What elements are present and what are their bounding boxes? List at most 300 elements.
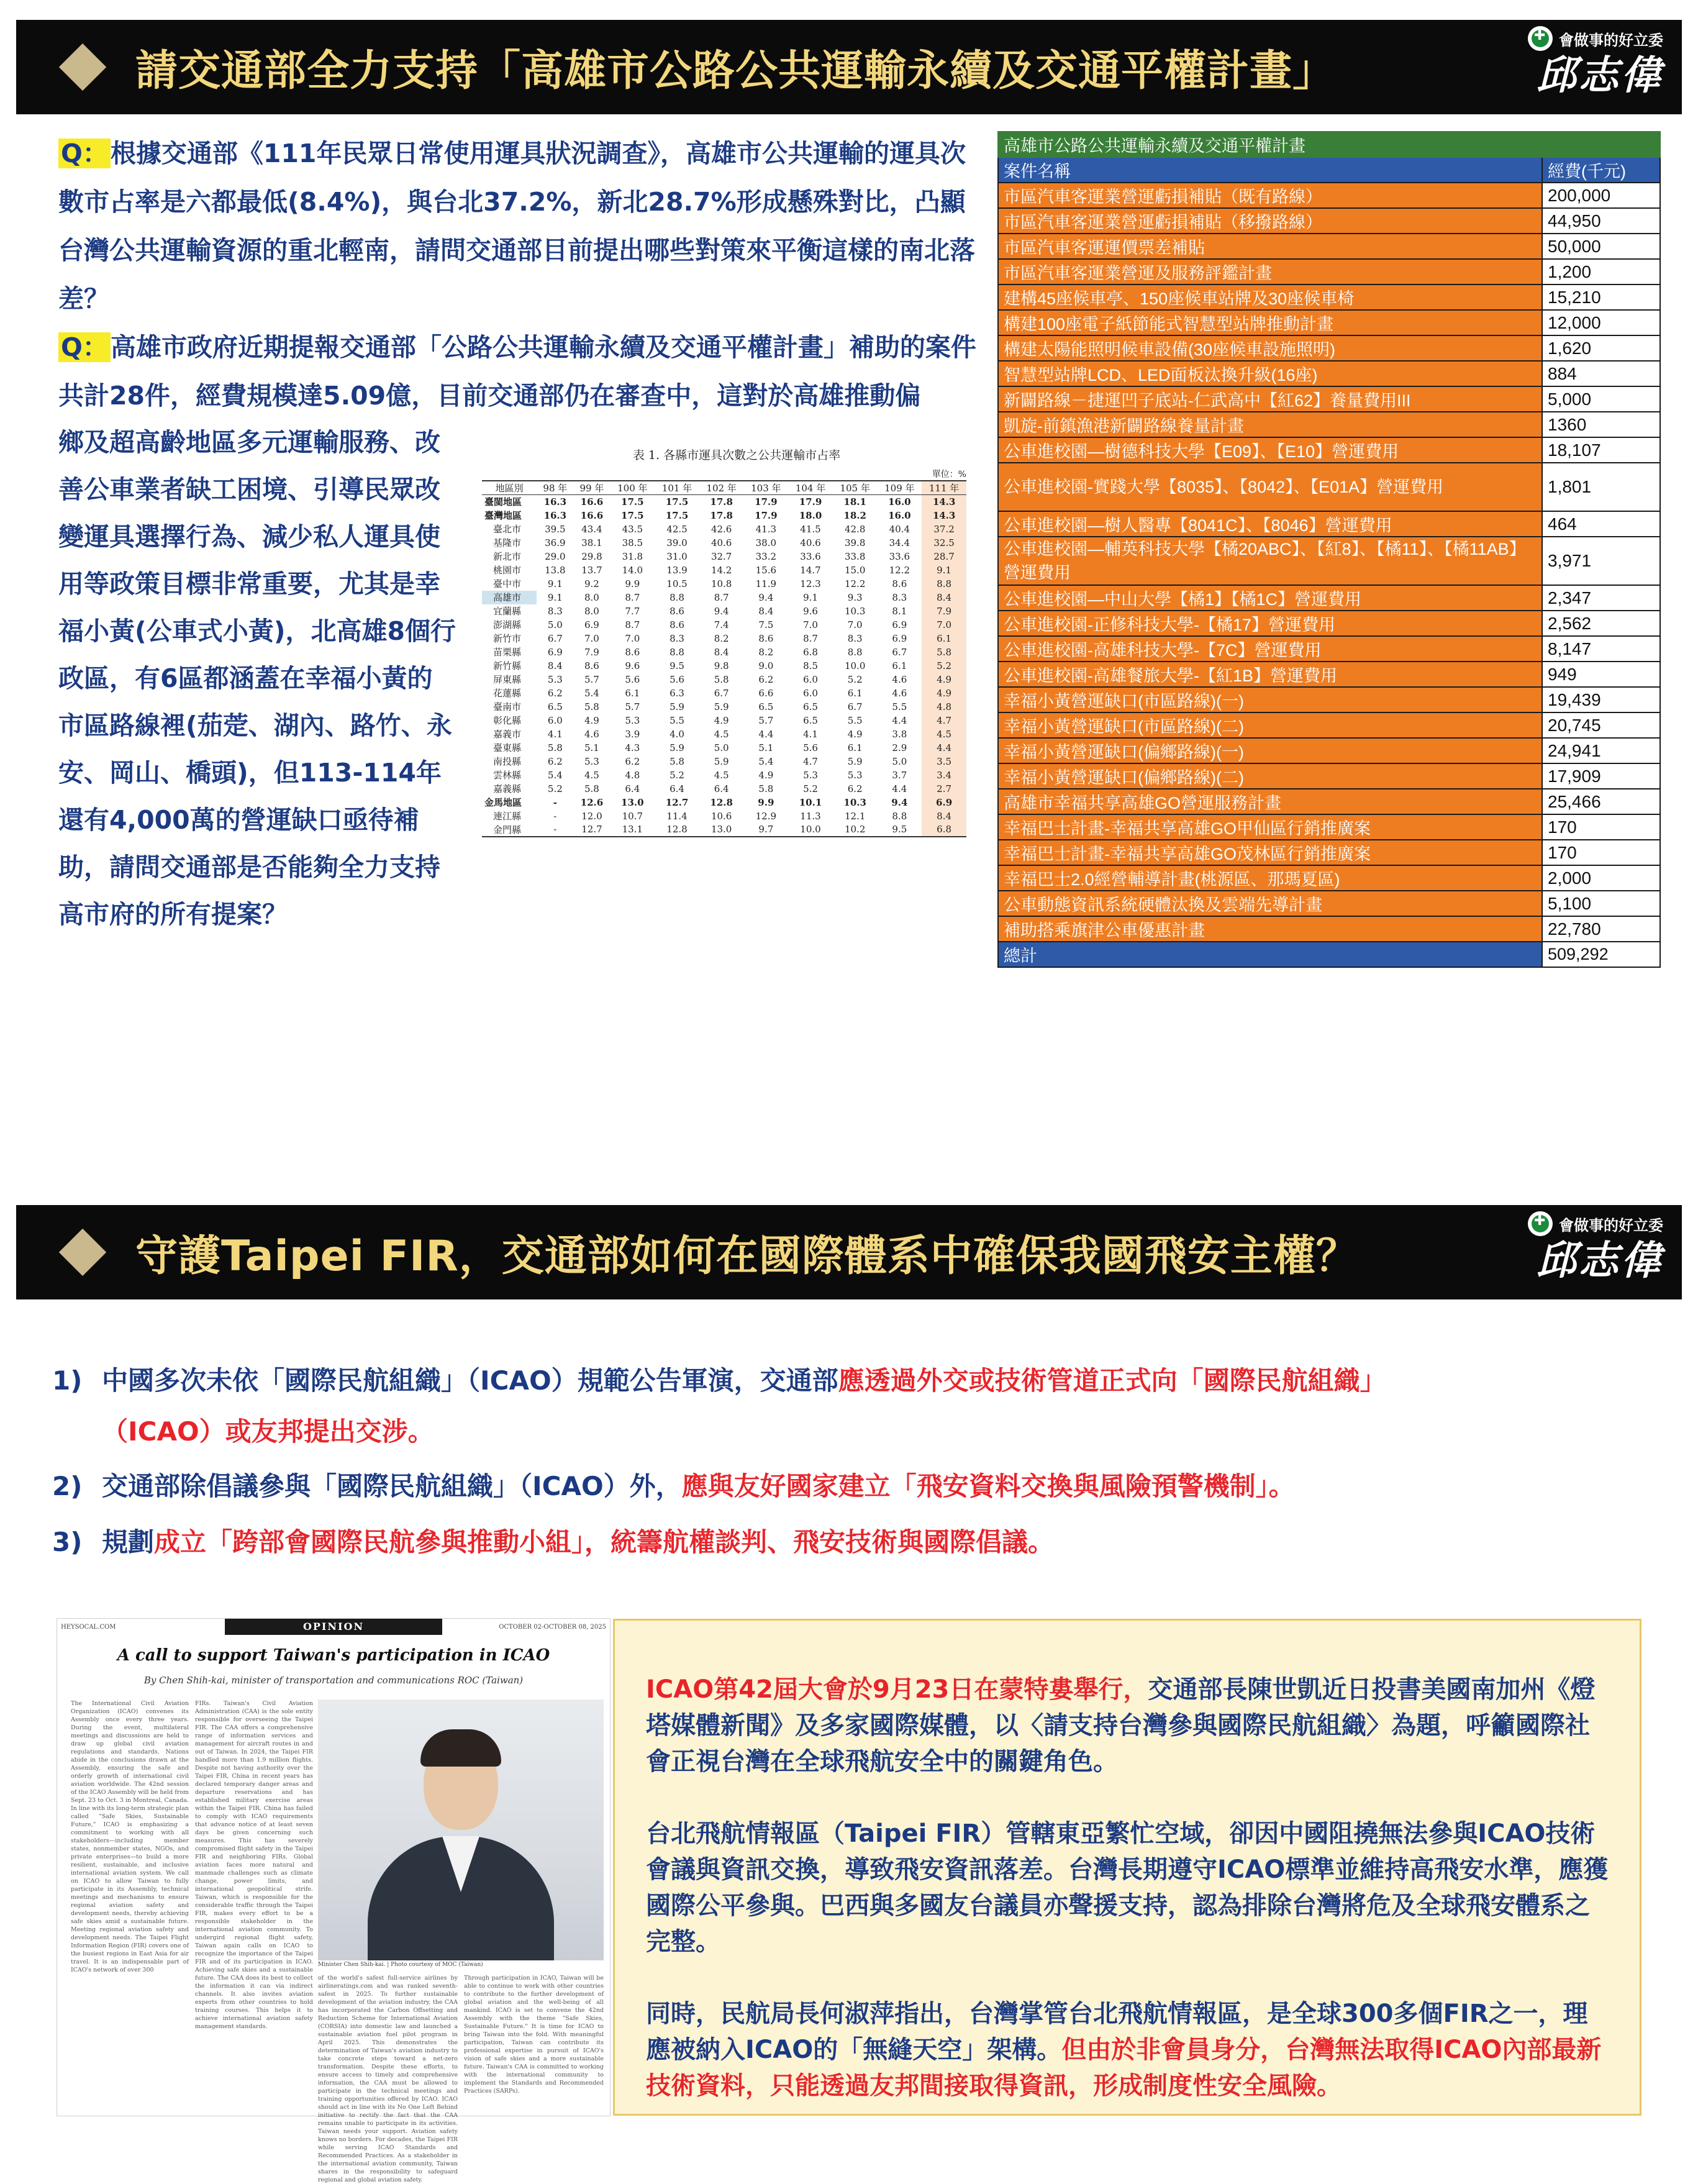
stat-value: 7.0: [803, 619, 818, 630]
stat-value: 5.6: [625, 673, 640, 685]
note-paragraph-2: 台北飛航情報區（Taipei FIR）管轄東亞繁忙空域，卻因中國阻撓無法參與ICAO技術會議與資訊交換，導致飛安資訊落差。台灣長期遵守ICAO標準並維持高飛安水準，應獲國際公平參與。巴西與多國友台議員亦聲援支持，認為排除台灣將危及全球飛安體系之完整。: [646, 1819, 1609, 1956]
stat-header-cell: 102 年: [699, 481, 744, 495]
brand-slogan: 會做事的好立委: [1559, 1216, 1663, 1234]
stat-value: 5.9: [714, 701, 729, 712]
stat-value: 5.9: [670, 701, 684, 712]
budget-row: [998, 687, 1660, 712]
stat-value: 4.7: [922, 714, 966, 727]
stat-value: 6.7: [892, 646, 907, 658]
stat-value: 8.1: [892, 605, 907, 617]
budget-row: [998, 361, 1660, 386]
stat-value: 9.4: [714, 605, 729, 617]
stat-value: 6.0: [803, 687, 818, 699]
stat-value: 11.4: [666, 810, 688, 822]
stat-value: 8.2: [714, 632, 729, 644]
stat-value: 10.5: [666, 578, 688, 589]
budget-item-cost: 2,347: [1542, 585, 1660, 611]
stat-region: 臺北市: [493, 524, 522, 535]
stat-value: 6.1: [892, 660, 907, 671]
stat-value: 39.5: [545, 523, 566, 535]
modal-share-table: [482, 446, 966, 837]
stat-value: 10.2: [833, 823, 878, 837]
stat-value: 5.3: [625, 714, 640, 726]
stat-value: 6.7: [847, 701, 863, 712]
budget-item-name: 補助搭乘旗津公車優惠計畫: [998, 916, 1542, 942]
stat-value: 12.7: [573, 823, 610, 837]
budget-row: [998, 763, 1660, 789]
budget-row: [998, 891, 1660, 916]
stat-row: [482, 659, 966, 673]
stat-value: 31.8: [622, 550, 643, 562]
stat-value: 4.3: [625, 742, 640, 753]
budget-item-cost: 18,107: [1542, 437, 1660, 463]
budget-row: [998, 712, 1660, 738]
newspaper-masthead: [57, 1619, 610, 1635]
budget-row: [998, 412, 1660, 437]
stat-value: -: [553, 796, 557, 808]
budget-item-cost: 1,801: [1542, 463, 1660, 511]
budget-total-label: 總計: [998, 942, 1542, 967]
stat-value: 5.7: [758, 714, 774, 726]
stat-value: 7.9: [922, 604, 966, 618]
stat-value: 6.2: [758, 673, 774, 685]
stat-value: 5.2: [847, 673, 863, 685]
question-1-text: 根據交通部《111年民眾日常使用運具狀況調查》，高雄市公共運輸的運具次數市占率是六都最低(8.4%)，與台北37.2%，新北28.7%形成懸殊對比，凸顯台灣公共運輸資源的重北輕南，請問交通部目前提出哪些對策來平衡這樣的南北落差？: [58, 139, 975, 314]
budget-item-cost: 25,466: [1542, 789, 1660, 814]
budget-title-row: [998, 132, 1660, 157]
note-p3-text: 同時，民航局長何淑萍指出，台灣掌管台北飛航情報區，是全球300多個FIR之一，理應被納入ICAO的「無縫天空」架構。: [646, 2000, 1588, 2064]
stat-row: [482, 632, 966, 645]
budget-item-name: 建構45座候車亭、150座候車站牌及30座候車椅: [998, 284, 1542, 310]
stat-value: 5.8: [758, 783, 774, 794]
budget-item-cost: 12,000: [1542, 310, 1660, 335]
stat-value: 9.1: [547, 578, 563, 589]
stat-value: 31.0: [666, 550, 688, 562]
stat-value: 5.1: [758, 742, 774, 753]
budget-row: [998, 537, 1660, 585]
budget-item-name: 公車進校園—中山大學【橘1】【橘1C】營運費用: [998, 585, 1542, 611]
budget-row: [998, 662, 1660, 687]
stat-value: 8.4: [922, 591, 966, 604]
stat-value: 4.9: [922, 673, 966, 686]
point-number: 1): [52, 1365, 83, 1396]
stat-value: 8.6: [670, 605, 684, 617]
stat-value: 8.6: [758, 632, 774, 644]
news-column-3: of the world's safest full-service airlines by airlineratings.com and was ranked seventh-safest in 2025. To further sustainable development of the aviation industry, the CAA has incorporated the Carbon Offsetting and Reduction Scheme for International Aviation (CORSIA) into domestic law and launched a sustainable aviation fuel pilot program in April 2025. This demonstrates the determination of Taiwan's aviation industry to take concrete steps toward a net-zero transformation. Despite these efforts, to ensure access to timely and comprehensive information, the CAA must be allowed to participate in the technical meetings and training opportunities offered by ICAO. ICAO should act in line with its No One Left Behind initiative to rectify the fact that the CAA remains unable to participate in its activities. Taiwan needs your support. Aviation safety knows no borders. For decades, the Taipei FIR while serving ICAO Standards and Recommended Practices. As a stakeholder in the international aviation community, Taiwan shares in the responsibility to safeguard regional and global aviation safety.: [318, 1975, 458, 2183]
stat-value: 4.9: [714, 714, 729, 726]
budget-item-cost: 20,745: [1542, 712, 1660, 738]
budget-item-name: 幸福小黃營運缺口(市區路線)(一): [998, 687, 1542, 712]
minister-photo: [318, 1699, 604, 1960]
stat-region: 新竹縣: [493, 660, 522, 671]
stat-value: 8.0: [584, 591, 599, 603]
stat-value: 8.4: [714, 646, 729, 658]
stat-row: [482, 618, 966, 632]
stat-region: 澎湖縣: [493, 619, 522, 630]
budget-item-name: 新闢路線－捷運凹子底站-仁武高中【紅62】養量費用III: [998, 386, 1542, 412]
stat-value: 6.4: [670, 783, 684, 794]
stat-value: 6.8: [922, 823, 966, 837]
stat-value: 5.9: [714, 755, 729, 767]
stat-value: 8.4: [922, 809, 966, 823]
stat-value: -: [537, 823, 573, 837]
stat-value: 9.0: [758, 660, 774, 671]
stat-value: 6.9: [584, 619, 599, 630]
budget-table: [997, 131, 1661, 968]
stat-value: 5.8: [670, 755, 684, 767]
budget-item-cost: 1,620: [1542, 335, 1660, 361]
stat-value: 5.4: [584, 687, 599, 699]
stat-value: 8.7: [714, 591, 729, 603]
stat-region: 臺中市: [493, 578, 522, 589]
stat-value: 17.5: [621, 496, 644, 507]
stat-value: 7.4: [714, 619, 729, 630]
budget-item-name: 幸福巴士計畫-幸福共享高雄GO茂林區行銷推廣案: [998, 840, 1542, 865]
stat-region: 宜蘭縣: [493, 606, 522, 617]
stat-value: 9.4: [758, 591, 774, 603]
stat-value: 4.9: [922, 686, 966, 700]
stat-value: 10.6: [711, 810, 732, 822]
budget-item-cost: 464: [1542, 511, 1660, 537]
budget-item-cost: 5,100: [1542, 891, 1660, 916]
stat-value: 17.9: [799, 496, 822, 507]
policy-point-2: [52, 1461, 1667, 1512]
budget-item-cost: 170: [1542, 840, 1660, 865]
stat-value: 10.0: [844, 660, 866, 671]
stat-value: 14.0: [622, 564, 643, 576]
stat-value: 5.5: [892, 701, 907, 712]
stat-value: 8.8: [892, 810, 907, 822]
stat-value: 11.9: [755, 578, 777, 589]
budget-row: [998, 310, 1660, 335]
diamond-icon: [59, 1229, 106, 1276]
stat-value: 3.4: [922, 768, 966, 782]
budget-item-name: 公車進校園-正修科技大學-【橘17】營運費用: [998, 611, 1542, 636]
budget-row: [998, 511, 1660, 537]
stat-value: 7.9: [584, 646, 599, 658]
stat-value: 14.3: [922, 509, 966, 522]
brand-signature: 邱志偉: [1537, 1237, 1663, 1284]
stat-value: 7.5: [758, 619, 774, 630]
stat-region: 臺閩地區: [484, 496, 522, 508]
stat-header-cell: 109 年: [878, 481, 922, 495]
point-2-text: 交通部除倡議參與「國際民航組織」（ICAO）外，: [102, 1471, 682, 1501]
stat-value: 14.7: [800, 564, 821, 576]
news-date: OCTOBER 02-OCTOBER 08, 2025: [499, 1623, 606, 1631]
stat-value: 6.9: [547, 646, 563, 658]
stat-value: 12.3: [800, 578, 821, 589]
stat-header-cell: 100 年: [610, 481, 655, 495]
section2-title: 守護Taipei FIR，交通部如何在國際體系中確保我國飛安主權？: [135, 1231, 1359, 1281]
stat-row: [482, 796, 966, 809]
budget-row: [998, 284, 1660, 310]
stat-value: 7.0: [584, 632, 599, 644]
stat-value: 32.7: [711, 550, 732, 562]
stat-value: 5.3: [547, 673, 563, 685]
diamond-icon: [59, 43, 106, 91]
stat-row: [482, 782, 966, 796]
stat-value: 17.9: [755, 509, 778, 521]
stat-value: 12.2: [844, 578, 866, 589]
stat-region: 雲林縣: [493, 770, 522, 781]
stat-value: 9.7: [744, 823, 789, 837]
stat-value: 39.0: [666, 537, 688, 548]
stat-row: [482, 591, 966, 604]
stat-value: 5.2: [922, 659, 966, 673]
stat-value: 17.8: [710, 496, 733, 507]
stat-row: [482, 823, 966, 837]
stat-value: 18.1: [843, 496, 866, 507]
stat-value: 10.0: [788, 823, 833, 837]
stat-value: 3.7: [892, 769, 907, 781]
stat-value: 3.9: [625, 728, 640, 740]
stat-region: 新竹市: [493, 633, 522, 644]
brand-signature: 邱志偉: [1537, 52, 1663, 99]
brand-slogan: 會做事的好立委: [1559, 31, 1663, 49]
stat-value: 6.1: [847, 687, 863, 699]
budget-item-cost: 19,439: [1542, 687, 1660, 712]
newspaper-clipping: [57, 1619, 610, 2183]
stat-value: 5.8: [547, 742, 563, 753]
stat-region: 桃園市: [493, 565, 522, 576]
stat-value: 5.2: [803, 783, 818, 794]
question-block: [58, 129, 990, 420]
budget-total-row: [998, 942, 1660, 967]
stat-value: 6.8: [803, 646, 818, 658]
point-1-highlight: 應透過外交或技術管道正式向「國際民航組織」: [838, 1365, 1386, 1396]
budget-item-cost: 3,971: [1542, 537, 1660, 585]
stat-value: 5.3: [803, 769, 818, 781]
budget-title: 高雄市公路公共運輸永續及交通平權計畫: [998, 132, 1660, 157]
stat-value: 14.3: [922, 495, 966, 509]
stat-value: 33.6: [889, 550, 910, 562]
stat-value: 6.9: [892, 632, 907, 644]
stat-value: 5.4: [547, 769, 563, 781]
budget-item-name: 幸福小黃營運缺口(市區路線)(二): [998, 712, 1542, 738]
stat-value: 6.1: [922, 632, 966, 645]
stat-value: 13.0: [699, 823, 744, 837]
q-label: Q：: [58, 139, 111, 168]
stat-value: 6.0: [547, 714, 563, 726]
stat-value: 14.2: [711, 564, 732, 576]
stat-value: 12.8: [655, 823, 699, 837]
budget-row: [998, 585, 1660, 611]
point-3-text-end: ，統籌航權談判、飛安技術與國際倡議。: [584, 1527, 1055, 1557]
stat-value: 13.1: [610, 823, 655, 837]
stat-header-cell: 101 年: [655, 481, 699, 495]
stat-value: 5.4: [758, 755, 774, 767]
stat-value: 16.6: [580, 509, 604, 521]
budget-row: [998, 208, 1660, 234]
stat-value: 4.5: [714, 728, 729, 740]
question-1: [58, 129, 990, 323]
stat-value: 9.1: [547, 591, 563, 603]
budget-item-cost: 200,000: [1542, 183, 1660, 208]
budget-item-cost: 8,147: [1542, 636, 1660, 662]
stat-region: 金門縣: [482, 823, 537, 837]
stat-region: 臺東縣: [493, 742, 522, 753]
stat-value: 13.9: [666, 564, 688, 576]
stat-table-title: 表 1. 各縣市運具次數之公共運輸市占率: [632, 448, 841, 462]
stat-value: 10.3: [843, 796, 866, 808]
stat-value: 6.7: [547, 632, 563, 644]
budget-item-name: 公車動態資訊系統硬體汰換及雲端先導計畫: [998, 891, 1542, 916]
stat-value: 39.8: [844, 537, 866, 548]
stat-row: [482, 495, 966, 509]
stat-region: 花蓮縣: [493, 688, 522, 699]
stat-value: 16.6: [580, 496, 604, 507]
stat-value: 6.0: [803, 673, 818, 685]
stat-value: 4.5: [584, 769, 599, 781]
stat-value: 34.4: [889, 537, 910, 548]
stat-value: 17.9: [755, 496, 778, 507]
stat-header-cell: 105 年: [833, 481, 878, 495]
budget-item-name: 幸福小黃營運缺口(偏鄉路線)(一): [998, 738, 1542, 763]
stat-value: 4.6: [892, 687, 907, 699]
stat-header-cell: 111 年: [922, 481, 966, 495]
stat-value: 7.0: [922, 618, 966, 632]
stat-value: 16.0: [888, 496, 911, 507]
stat-value: 4.5: [922, 727, 966, 741]
stat-value: 5.0: [547, 619, 563, 630]
stat-value: 41.3: [755, 523, 777, 535]
stat-value: 8.4: [547, 660, 563, 671]
point-2-highlight: 應與友好國家建立「飛安資料交換與風險預警機制」。: [681, 1471, 1295, 1501]
stat-value: 12.6: [580, 796, 604, 808]
stat-value: 15.6: [755, 564, 777, 576]
budget-row: [998, 840, 1660, 865]
stat-value: 4.4: [892, 783, 907, 794]
budget-item-cost: 2,000: [1542, 865, 1660, 891]
budget-row: [998, 463, 1660, 511]
stat-value: 8.7: [803, 632, 818, 644]
budget-item-name: 市區汽車客運業營運及服務評鑑計畫: [998, 259, 1542, 284]
budget-row: [998, 636, 1660, 662]
budget-row: [998, 259, 1660, 284]
stat-value: 4.6: [584, 728, 599, 740]
stat-value: 12.9: [755, 810, 777, 822]
stat-value: 5.5: [847, 714, 863, 726]
stat-value: 3.8: [892, 728, 907, 740]
stat-value: 38.0: [755, 537, 777, 548]
budget-row: [998, 789, 1660, 814]
stat-value: 9.2: [584, 578, 599, 589]
stat-value: 17.5: [621, 509, 644, 521]
stat-value: 5.1: [584, 742, 599, 753]
stat-value: 9.1: [803, 591, 818, 603]
question-2-text: 高雄市政府近期提報交通部「公路公共運輸永續及交通平權計畫」補助的案件共計28件，經費規模達5.09億，目前交通部仍在審查中，這對於高雄推動偏: [58, 332, 976, 411]
stat-row: [482, 522, 966, 536]
stat-value: 4.0: [670, 728, 684, 740]
stat-value: 38.1: [581, 537, 602, 548]
stat-value: 17.8: [710, 509, 733, 521]
stat-value: 6.2: [847, 783, 863, 794]
stat-value: 6.2: [547, 755, 563, 767]
stat-value: 41.5: [800, 523, 821, 535]
note-paragraph-3: [646, 1996, 1611, 2104]
news-site: HEYSOCAL.COM: [61, 1623, 116, 1631]
stat-value: 6.7: [714, 687, 729, 699]
stat-value: 37.2: [922, 522, 966, 536]
stat-header-cell: 地區別: [482, 481, 537, 495]
stat-value: 6.5: [803, 714, 818, 726]
section1-header: [16, 20, 1682, 114]
stat-value: 42.8: [844, 523, 866, 535]
stat-value: 8.7: [625, 591, 640, 603]
stat-value: 8.4: [758, 605, 774, 617]
stat-value: 5.8: [584, 783, 599, 794]
budget-row: [998, 183, 1660, 208]
news-column-2: FIRs. Taiwan's Civil Aviation Administration (CAA) is the sole entity responsible for overseeing the Taipei FIR. The CAA offers a comprehensive range of information services and management for aircraft routes in and out of Taiwan. In 2024, the Taipei FIR handled more than 1.9 million flights. Despite not having authority over the Taipei FIR, China in recent years has declared temporary danger areas and departure reservations and has established military exercise areas within the Taipei FIR. China has failed to comply with ICAO requirements that advance notice of at least seven days be given concerning such measures. This has severely compromised flight safety in the Taipei FIR and neighboring FIRs. Global aviation faces more natural and manmade challenges such as climate change, power limits, and international geopolitical strife. Taiwan, which is responsible for the considerable traffic through the Taipei FIR, makes every effort to be a responsible stakeholder in the international aviation community. To undergird regional flight safety, Taiwan again calls on ICAO to recognize the importance of the Taipei FIR and of its participation in ICAO. Achieving safe skies and a sustainable future. The CAA does its best to collect the information it can via indirect channels. It also invites aviation experts from other countries to hold training courses. This helps it to achieve international aviation safety management standards.: [195, 1700, 313, 2030]
stat-value: 6.1: [625, 687, 640, 699]
news-byline: By Chen Shih-kai, minister of transportation and communications ROC (Taiwan): [143, 1675, 524, 1686]
budget-item-name: 市區汽車客運運價票差補貼: [998, 234, 1542, 259]
stat-value: 10.7: [622, 810, 643, 822]
stat-header-cell: 103 年: [744, 481, 789, 495]
stat-value: 8.8: [922, 577, 966, 591]
stat-value: 9.3: [847, 591, 863, 603]
party-logo-icon: [1528, 26, 1553, 51]
stat-value: 13.0: [621, 796, 644, 808]
stat-value: 10.3: [844, 605, 866, 617]
point-number: 3): [52, 1527, 83, 1557]
stat-value: 17.5: [665, 496, 689, 507]
section2-header: [16, 1205, 1682, 1299]
stat-value: 13.7: [581, 564, 602, 576]
stat-value: 5.8: [584, 701, 599, 712]
stat-value: 10.1: [799, 796, 822, 808]
budget-item-cost: 5,000: [1542, 386, 1660, 412]
stat-region: 嘉義市: [493, 729, 522, 740]
stat-value: 36.9: [545, 537, 566, 548]
note-p3-highlight: 但由於非會員身分，台灣無法取得ICAO內部最新技術資料，只能透過友邦間接取得資訊，形成制度性安全風險。: [646, 2036, 1602, 2100]
stat-value: 5.8: [714, 673, 729, 685]
stat-value: 42.6: [711, 523, 732, 535]
stat-value: 2.7: [922, 782, 966, 796]
budget-row: [998, 916, 1660, 942]
budget-col-name: 案件名稱: [998, 157, 1542, 183]
stat-header-cell: 99 年: [573, 481, 610, 495]
stat-region: 彰化縣: [493, 715, 522, 726]
stat-row: [482, 686, 966, 700]
budget-col-cost: 經費(千元): [1542, 157, 1660, 183]
budget-item-name: 公車進校園—輔英科技大學【橘20ABC】、【紅8】、【橘11】、【橘11AB】營運費用: [998, 537, 1542, 585]
stat-region: 高雄市: [482, 591, 537, 604]
stat-region: 屏東縣: [493, 674, 522, 685]
stat-value: 5.5: [670, 714, 684, 726]
policy-point-3: [52, 1517, 1667, 1568]
stat-value: 6.4: [625, 783, 640, 794]
stat-row: [482, 645, 966, 659]
stat-value: 8.0: [584, 605, 599, 617]
budget-item-cost: 24,941: [1542, 738, 1660, 763]
stat-region: 基隆市: [493, 537, 522, 548]
stat-value: 12.8: [710, 796, 733, 808]
budget-item-name: 市區汽車客運業營運虧損補貼（既有路線）: [998, 183, 1542, 208]
stat-value: 9.6: [803, 605, 818, 617]
stat-value: 8.3: [847, 632, 863, 644]
stat-header-cell: 98 年: [537, 481, 573, 495]
stat-value: 9.6: [625, 660, 640, 671]
budget-item-cost: 949: [1542, 662, 1660, 687]
point-1-text: 中國多次未依「國際民航組織」（ICAO）規範公告軍演，交通部: [102, 1365, 838, 1396]
stat-value: 10.8: [711, 578, 732, 589]
stat-value: 5.6: [670, 673, 684, 685]
budget-item-name: 幸福小黃營運缺口(偏鄉路線)(二): [998, 763, 1542, 789]
point-3-text: 規劃: [102, 1527, 155, 1557]
budget-item-name: 構建100座電子紙節能式智慧型站牌推動計畫: [998, 310, 1542, 335]
stat-value: 4.8: [625, 769, 640, 781]
